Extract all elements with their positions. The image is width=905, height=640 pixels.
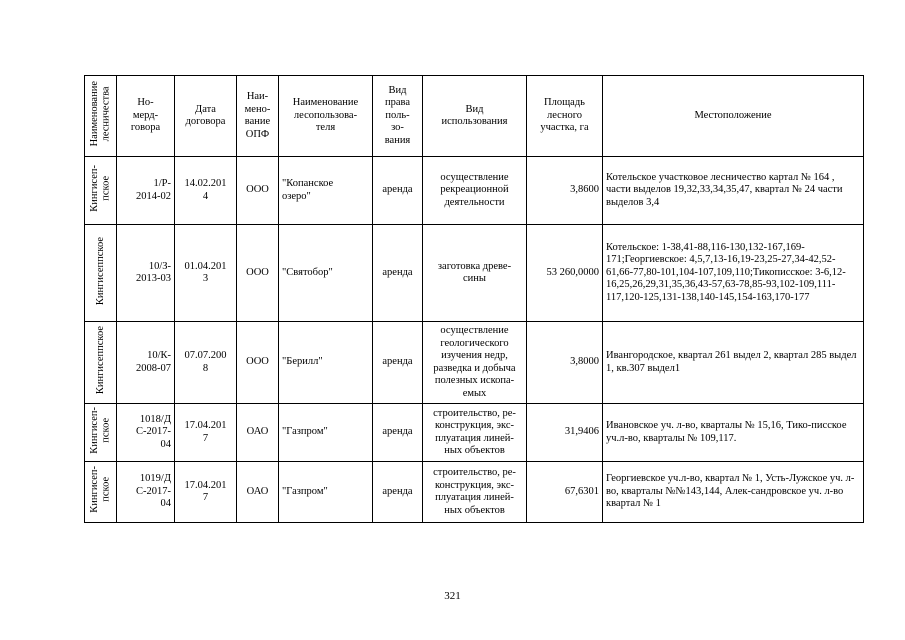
cell-lesnichestvo: Кингисеп- пское bbox=[85, 157, 117, 225]
header-area: Площадь лесного участка, га bbox=[527, 76, 603, 157]
table-row bbox=[85, 462, 864, 523]
cell-lesnichestvo: Кингисеппское bbox=[85, 322, 117, 404]
cell-area: 31,9406 bbox=[527, 404, 603, 462]
cell-right: аренда bbox=[373, 322, 423, 404]
header-opf: Наи- мено- вание ОПФ bbox=[237, 76, 279, 157]
cell-date: 14.02.201 4 bbox=[175, 157, 237, 225]
cell-area: 3,8000 bbox=[527, 322, 603, 404]
cell-location: Котельское: 1-38,41-88,116-130,132-167,169-171;Георгиевское: 4,5,7,13-16,19-23,25-27,34-42,52-61,66-77,80-101,104-107,109,110;Тикописское: 3-6,12-16,25,26,29,31,35,36,43-57,63-78,85-93,102-109,111-117,120-125,131-138,140-145,154-163,170-177 bbox=[603, 225, 864, 322]
cell-location: Георгиевское уч.л-во, квартал № 1, Усть-Лужское уч. л-во, кварталы №№143,144, Алек-сандровское уч. л-во квартал № 1 bbox=[603, 462, 864, 523]
header-date: Дата договора bbox=[175, 76, 237, 157]
cell-number: 10/К- 2008-07 bbox=[117, 322, 175, 404]
table-row bbox=[85, 157, 864, 225]
cell-lesnichestvo: Кингисеп- пское bbox=[85, 404, 117, 462]
table-row bbox=[85, 404, 864, 462]
cell-area: 67,6301 bbox=[527, 462, 603, 523]
cell-date: 17.04.201 7 bbox=[175, 462, 237, 523]
forest-lease-table bbox=[84, 75, 864, 523]
cell-right: аренда bbox=[373, 462, 423, 523]
header-row bbox=[85, 76, 864, 157]
cell-area: 53 260,0000 bbox=[527, 225, 603, 322]
cell-number: 1019/Д С-2017- 04 bbox=[117, 462, 175, 523]
cell-location: Ивангородское, квартал 261 выдел 2, квартал 285 выдел 1, кв.307 выдел1 bbox=[603, 322, 864, 404]
cell-date: 01.04.201 3 bbox=[175, 225, 237, 322]
cell-location: Котельское участковое лесничество картал № 164 , части выделов 19,32,33,34,35,47, квартал № 24 части выделов 3,4 bbox=[603, 157, 864, 225]
cell-lesnichestvo: Кингисеп- пское bbox=[85, 462, 117, 523]
cell-user: "Газпром" bbox=[279, 404, 373, 462]
cell-opf: ОАО bbox=[237, 462, 279, 523]
cell-area: 3,8600 bbox=[527, 157, 603, 225]
cell-opf: ООО bbox=[237, 225, 279, 322]
cell-number: 1018/Д С-2017- 04 bbox=[117, 404, 175, 462]
cell-user: "Копанское озеро" bbox=[279, 157, 373, 225]
cell-user: "Святобор" bbox=[279, 225, 373, 322]
cell-use: заготовка древе- сины bbox=[423, 225, 527, 322]
cell-opf: ООО bbox=[237, 157, 279, 225]
cell-date: 07.07.200 8 bbox=[175, 322, 237, 404]
header-lesnichestvo: Наименование лесничества bbox=[85, 76, 117, 157]
table-row bbox=[85, 322, 864, 404]
header-right: Вид права поль- зо- вания bbox=[373, 76, 423, 157]
cell-use: осуществление рекреационной деятельности bbox=[423, 157, 527, 225]
cell-location: Ивановское уч. л-во, кварталы № 15,16, Тико-писское уч.л-во, кварталы № 109,117. bbox=[603, 404, 864, 462]
header-location: Местоположение bbox=[603, 76, 864, 157]
header-number: Но- мерд- говора bbox=[117, 76, 175, 157]
cell-number: 1/Р- 2014-02 bbox=[117, 157, 175, 225]
cell-date: 17.04.201 7 bbox=[175, 404, 237, 462]
table-row bbox=[85, 225, 864, 322]
cell-right: аренда bbox=[373, 404, 423, 462]
header-use: Вид использования bbox=[423, 76, 527, 157]
cell-right: аренда bbox=[373, 225, 423, 322]
cell-right: аренда bbox=[373, 157, 423, 225]
cell-opf: ОАО bbox=[237, 404, 279, 462]
cell-opf: ООО bbox=[237, 322, 279, 404]
page-number: 321 bbox=[444, 590, 461, 602]
cell-number: 10/З- 2013-03 bbox=[117, 225, 175, 322]
cell-use: строительство, ре- конструкция, экс- плуатация линей- ных объектов bbox=[423, 462, 527, 523]
header-user: Наименование лесопользова- теля bbox=[279, 76, 373, 157]
cell-user: "Берилл" bbox=[279, 322, 373, 404]
cell-use: строительство, ре- конструкция, экс- плуатация линей- ных объектов bbox=[423, 404, 527, 462]
cell-user: "Газпром" bbox=[279, 462, 373, 523]
cell-lesnichestvo: Кингисеппское bbox=[85, 225, 117, 322]
cell-use: осуществление геологического изучения недр, разведка и добыча полезных ископа- емых bbox=[423, 322, 527, 404]
